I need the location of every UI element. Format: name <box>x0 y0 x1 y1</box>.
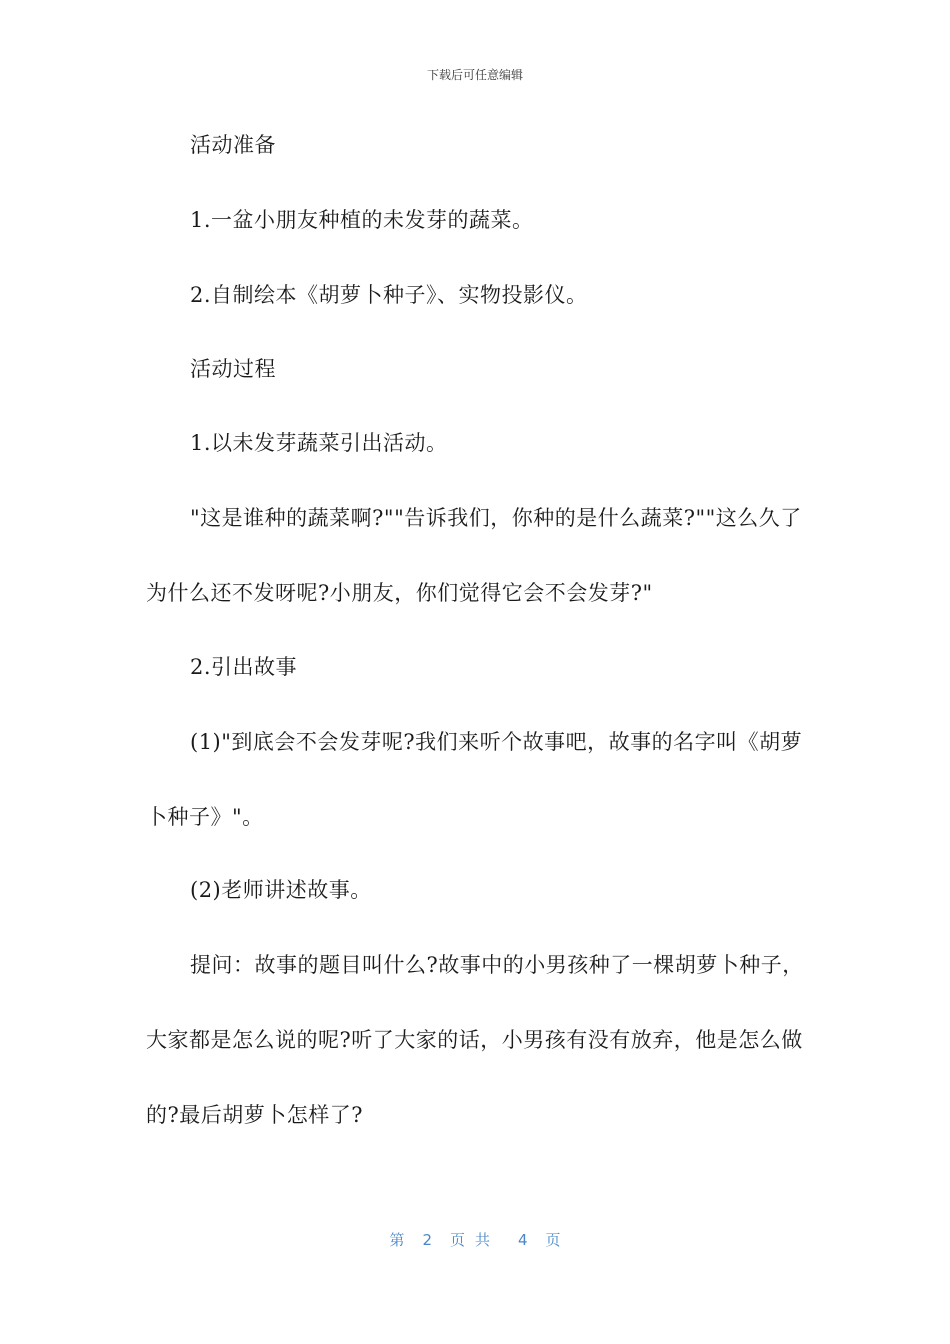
paragraph: (2)老师讲述故事。 <box>190 878 372 902</box>
page-label-suffix: 页 <box>545 1231 561 1249</box>
paragraph: "这是谁种的蔬菜啊?""告诉我们，你种的是什么蔬菜?""这么久了为什么还不发呀呢?小朋友，你们觉得它会不会发芽?" <box>146 506 802 605</box>
page-header: 下载后可任意编辑 <box>426 68 523 82</box>
section-heading-process: 活动过程 <box>190 357 276 381</box>
paragraph: 1.以未发芽蔬菜引出活动。 <box>190 431 448 455</box>
current-page-number: 2 <box>422 1231 432 1249</box>
page-label-prefix: 第 <box>389 1231 405 1249</box>
paragraph: 2.自制绘本《胡萝卜种子》、实物投影仪。 <box>190 283 588 307</box>
paragraph: 1.一盆小朋友种植的未发芽的蔬菜。 <box>190 208 534 232</box>
paragraph: 提问：故事的题目叫什么?故事中的小男孩种了一棵胡萝卜种子，大家都是怎么说的呢?听了大家的话，小男孩有没有放弃，他是怎么做的?最后胡萝卜怎样了? <box>146 953 804 1127</box>
section-heading-preparation: 活动准备 <box>190 133 276 157</box>
paragraph: (1)"到底会不会发芽呢?我们来听个故事吧，故事的名字叫《胡萝卜种子》"。 <box>146 730 803 829</box>
page-label-mid: 页共 <box>449 1231 500 1249</box>
paragraph: 2.引出故事 <box>190 655 298 679</box>
total-pages-number: 4 <box>518 1231 528 1249</box>
page-footer <box>0 1229 950 1250</box>
